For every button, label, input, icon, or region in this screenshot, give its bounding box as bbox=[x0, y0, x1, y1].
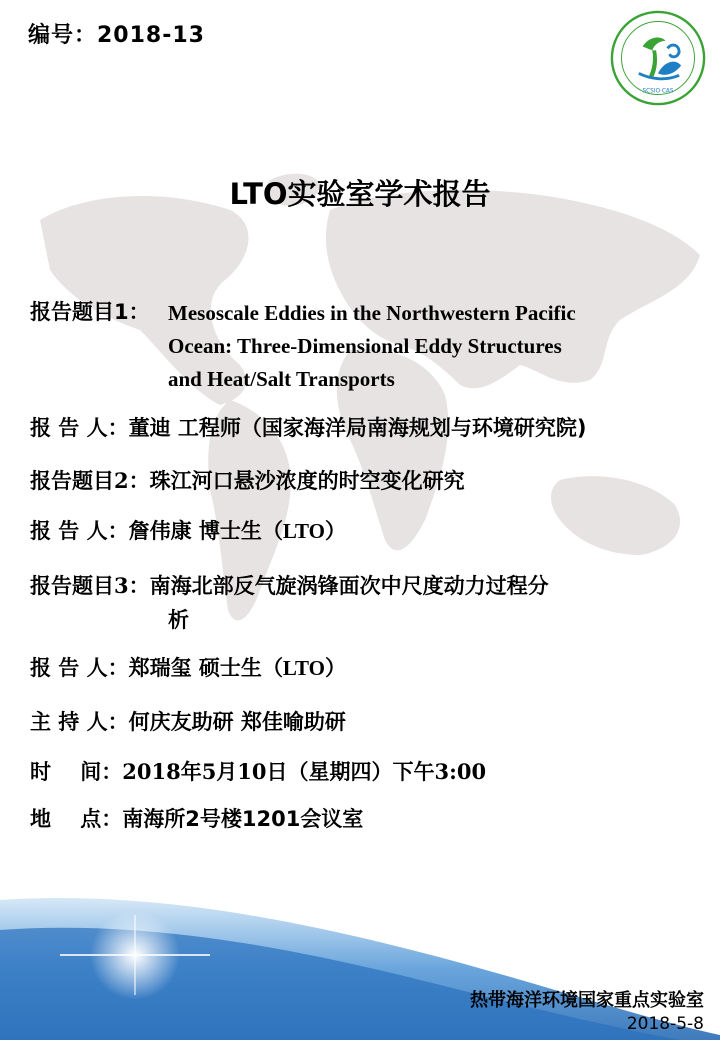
host-label: 主 持 人： bbox=[30, 710, 129, 734]
topic-value: 南海北部反气旋涡锋面次中尺度动力过程分 bbox=[149, 574, 549, 598]
place-label: 地 点： bbox=[30, 807, 123, 831]
speaker-value: 董迪 工程师（国家海洋局南海规划与环境研究院) bbox=[128, 416, 587, 440]
footer-organization: 热带海洋环境国家重点实验室 bbox=[470, 990, 704, 1011]
talk-3-speaker bbox=[30, 652, 346, 682]
place-row bbox=[30, 803, 363, 833]
place-value: 南海所2号楼1201会议室 bbox=[122, 807, 364, 831]
topic-label: 报告题目 bbox=[30, 574, 114, 598]
topic-value: 珠江河口悬沙浓度的时空变化研究 bbox=[149, 469, 465, 493]
speaker-label: 报 告 人： bbox=[30, 519, 129, 543]
logo-abbr: SCSIO·CAS bbox=[642, 88, 674, 95]
talk-1-speaker bbox=[30, 412, 587, 442]
topic-number: 2： bbox=[114, 468, 150, 493]
time-row bbox=[30, 756, 486, 786]
talk-3-topic bbox=[30, 570, 549, 600]
topic-line: Mesoscale Eddies in the Northwestern Pacific bbox=[168, 301, 576, 325]
lab-logo-icon bbox=[610, 10, 706, 106]
topic-label: 报告题目 bbox=[30, 300, 114, 324]
talk-2-topic bbox=[30, 465, 465, 495]
speaker-value: 郑瑞玺 硕士生 bbox=[128, 656, 262, 680]
footer-date: 2018-5-8 bbox=[626, 1014, 704, 1034]
speaker-affiliation: （LTO） bbox=[261, 519, 346, 543]
topic-line: and Heat/Salt Transports bbox=[168, 367, 395, 391]
host-value: 何庆友助研 郑佳喻助研 bbox=[128, 710, 346, 734]
serial-number: 编号：2018-13 bbox=[28, 23, 205, 48]
topic-number: 1： bbox=[114, 300, 150, 324]
speaker-label: 报 告 人： bbox=[30, 416, 129, 440]
time-value: 2018年5月10日（星期四）下午3:00 bbox=[122, 759, 487, 784]
talk-1-topic bbox=[30, 296, 576, 391]
speaker-affiliation: （LTO） bbox=[261, 656, 346, 680]
speaker-value: 詹伟康 博士生 bbox=[128, 519, 262, 543]
talk-1-title-en bbox=[168, 297, 708, 396]
topic-label: 报告题目 bbox=[30, 469, 114, 493]
topic-number: 3： bbox=[114, 573, 150, 598]
topic-line: Ocean: Three-Dimensional Eddy Structures bbox=[168, 334, 562, 358]
page-title: LTO实验室学术报告 bbox=[229, 177, 491, 211]
speaker-label: 报 告 人： bbox=[30, 656, 129, 680]
time-label: 时 间： bbox=[30, 760, 123, 784]
talk-2-speaker bbox=[30, 515, 346, 545]
talk-3-topic-continued: 析 bbox=[168, 608, 189, 632]
host-row bbox=[30, 706, 346, 736]
